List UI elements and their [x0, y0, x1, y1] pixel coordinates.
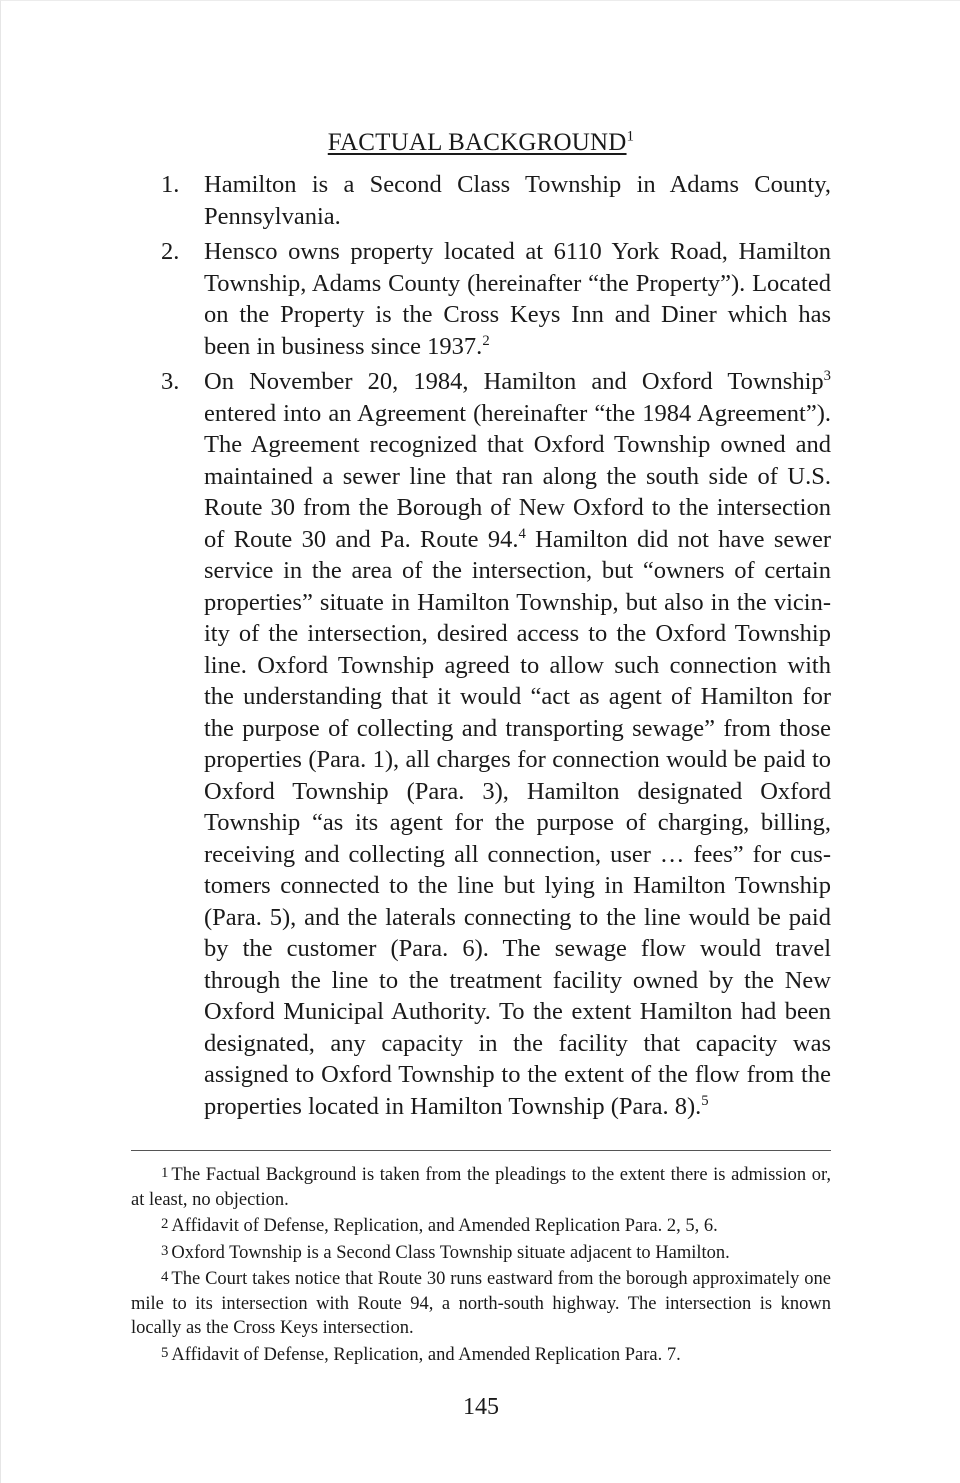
paragraph-text-part: entered into an Agreement (hereinafter “the 1984 Agreement”). The Agreement recognized that Oxford Township owned and maintained a sewer line that ran along the south side of U.S. Route 30 from the Borough of New Oxford to the intersection of Route 30 and Pa. Route 94.	[204, 399, 831, 553]
paragraph-number: 2.	[161, 238, 180, 265]
footnote	[131, 1239, 831, 1266]
page-number: 145	[463, 1394, 499, 1420]
paragraph-number: 1.	[161, 171, 180, 198]
paragraph-text-part: Hamilton did not have sewer service in the area of the intersection, but “owners of certain properties” situate in Hamilton Township, but also in the vicinity of the intersection, desired access to the Oxford Township line. Oxford Township agreed to allow such connection with the understanding that it would “act as agent of Hamilton for the purpose of collecting and transporting sewage” from those properties (Para. 1), all charges for connection would be paid to Oxford Township (Para. 3), Hamilton designated Oxford Township “as its agent for the purpose of charging, billing, receiving and collecting all connection, user … fees” for customers connected to the line but lying in Hamilton Township (Para. 5), and the laterals connecting to the line would be paid by the customer (Para. 6). The sewage flow would travel through the line to the treatment facility owned by the New Oxford Municipal Authority. To the extent Hamilton had been designated, any capacity in the facility that capacity was assigned to Oxford Township to the extent of the flow from the properties located in Hamilton Township (Para. 8).	[204, 525, 832, 1120]
footnote-mark: 1	[161, 1165, 169, 1181]
footnote-text: Affidavit of Defense, Replication, and Amended Replication Para. 7.	[171, 1344, 681, 1365]
footnote-ref: 5	[701, 1092, 709, 1109]
section-heading-text: FACTUAL BACKGROUND	[327, 129, 627, 156]
paragraph-number: 3.	[161, 368, 180, 395]
footnote	[131, 1212, 831, 1239]
footnote-ref: 3	[823, 367, 831, 384]
footnote-ref: 2	[482, 332, 490, 349]
footnote-text: Affidavit of Defense, Replication, and Amended Replication Para. 2, 5, 6.	[171, 1216, 718, 1236]
footnote-mark: 3	[161, 1242, 169, 1259]
footnote	[131, 1265, 831, 1341]
paragraph-item	[131, 366, 831, 1122]
paragraph-item	[131, 236, 831, 362]
footnote-mark: 2	[161, 1216, 169, 1232]
heading-footnote-ref: 1	[626, 128, 635, 145]
section-heading	[1, 129, 960, 157]
paragraph-text: Hensco owns property located at 6110 York Road, Hamilton Township, Adams County (hereinafter “the Property”). Located on the Property is the Cross Keys Inn and Diner which has been in business since 1937.	[204, 238, 831, 360]
paragraph-text: Hamilton is a Second Class Township in Adams County, Pennsylvania.	[204, 171, 831, 230]
footnotes	[131, 1161, 831, 1367]
numbered-paragraphs	[131, 169, 831, 1126]
footnote	[131, 1341, 831, 1368]
paragraph-text-part: On November 20, 1984, Hamilton and Oxford Township	[204, 368, 824, 395]
paragraph-item	[131, 169, 831, 232]
footnote-text: The Factual Background is taken from the pleadings to the extent there is admission or, at least, no objection.	[131, 1165, 831, 1210]
footnote-text: Oxford Township is a Second Class Township situate adjacent to Hamilton.	[171, 1242, 730, 1263]
footnote-ref: 4	[518, 525, 526, 542]
footnote-divider	[131, 1150, 831, 1151]
footnote	[131, 1161, 831, 1212]
footnote-text: The Court takes notice that Route 30 runs eastward from the borough approximately one mile to its intersection with Route 94, a north-south highway. The intersection is known locally as the Cross Keys intersection.	[131, 1269, 831, 1338]
footnote-mark: 4	[161, 1269, 169, 1285]
footnote-mark: 5	[161, 1344, 169, 1361]
